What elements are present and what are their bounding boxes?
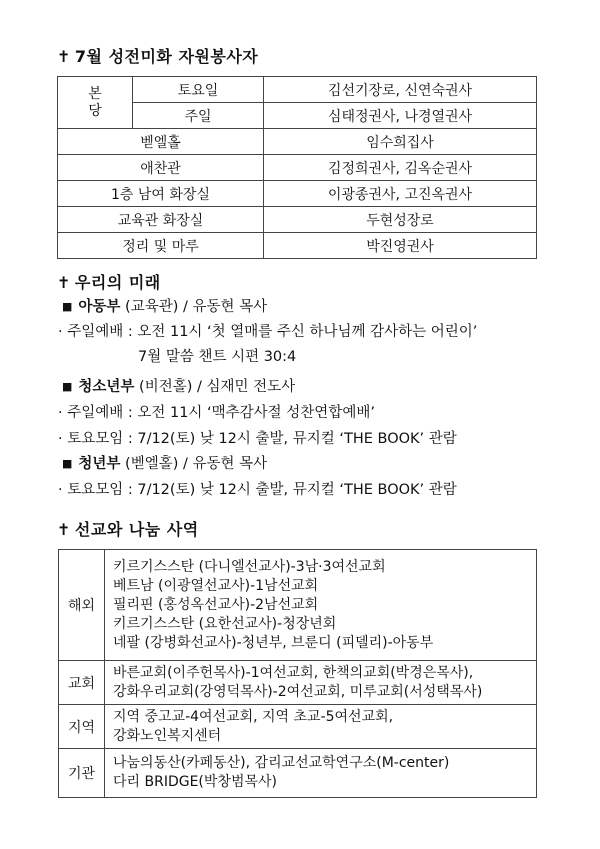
table-row [59, 550, 537, 661]
mission-table [58, 549, 537, 798]
cross-icon: ✝ [57, 47, 71, 66]
square-bullet-icon: ■ [62, 300, 73, 313]
sunday-label: 주일 [133, 103, 264, 129]
children-dept-detail: (교육관) / 유동현 목사 [120, 299, 268, 315]
saturday-names: 김선기장로, 신연숙권사 [264, 77, 537, 103]
main-hall-label-2: 당 [88, 102, 102, 119]
table-row [58, 233, 537, 259]
mission-entry: 강화노인복지센터 [113, 727, 222, 744]
mission-entry: 네팔 (강병화선교사)-청년부, 브룬디 (피델리)-아동부 [113, 634, 434, 651]
mission-entry: 필리핀 (홍성옥선교사)-2남선교회 [113, 596, 319, 613]
mission-category: 지역 [59, 705, 105, 749]
mission-title-text: 선교와 나눔 사역 [74, 520, 199, 539]
place-cell: 정리 및 마루 [58, 233, 264, 259]
place-cell: 1층 남여 화장실 [58, 181, 264, 207]
mission-entry: 키르기스스탄 (요한선교사)-청장년회 [113, 615, 337, 632]
table-row [58, 129, 537, 155]
table-row [58, 77, 537, 103]
place-cell: 애찬관 [58, 155, 264, 181]
mission-entry: 강화우리교회(강영덕목사)-2여선교회, 미루교회(서성택목사) [113, 683, 483, 700]
place-cell: 교육관 화장실 [58, 207, 264, 233]
table-row [58, 207, 537, 233]
names-cell: 두현성장로 [264, 207, 537, 233]
future-title-text: 우리의 미래 [74, 273, 161, 292]
names-cell: 박진영권사 [264, 233, 537, 259]
mission-entries [105, 705, 537, 749]
future-section-title [57, 270, 161, 293]
young-adults-saturday-line: · 토요모임 : 7/12(토) 낮 12시 출발, 뮤지컬 ‘THE BOOK’ 관람 [58, 482, 457, 498]
main-hall-cell [58, 77, 133, 129]
mission-category: 기관 [59, 749, 105, 798]
mission-entry: 키르기스스탄 (다니엘선교사)-3남·3여선교회 [113, 558, 386, 575]
mission-section-title [57, 517, 199, 540]
cross-icon: ✝ [57, 520, 71, 539]
volunteers-title-text: 7월 성전미화 자원봉사자 [74, 47, 259, 66]
table-row [58, 181, 537, 207]
youth-dept-heading [62, 378, 295, 396]
young-adults-dept-heading [62, 455, 267, 473]
cross-icon: ✝ [57, 273, 71, 292]
mission-category: 교회 [59, 661, 105, 705]
volunteers-section-title [57, 44, 258, 67]
table-row [59, 705, 537, 749]
mission-entry: 바른교회(이주헌목사)-1여선교회, 한책의교회(박경은목사), [113, 664, 474, 681]
mission-entry: 나눔의동산(카페동산), 감리교선교학연구소(M-center) [113, 755, 450, 771]
mission-entry: 다리 BRIDGE(박창범목사) [113, 774, 277, 790]
mission-entries [105, 661, 537, 705]
main-hall-label-1: 본 [88, 85, 102, 102]
mission-category: 해외 [59, 550, 105, 661]
youth-worship-line: · 주일예배 : 오전 11시 ‘맥추감사절 성찬연합예배’ [58, 405, 375, 421]
table-row [59, 661, 537, 705]
volunteers-table [57, 76, 537, 259]
square-bullet-icon: ■ [62, 457, 73, 470]
mission-entries [105, 749, 537, 798]
names-cell: 김정희권사, 김옥순권사 [264, 155, 537, 181]
mission-entries [105, 550, 537, 661]
young-adults-dept-detail: (벧엘홀) / 유동현 목사 [120, 456, 268, 472]
youth-dept-detail: (비전홀) / 심재민 전도사 [134, 379, 296, 395]
children-dept-heading [62, 298, 267, 316]
square-bullet-icon: ■ [62, 380, 73, 393]
children-dept-name: 아동부 [78, 299, 121, 315]
place-cell: 벧엘홀 [58, 129, 264, 155]
names-cell: 이광종권사, 고진옥권사 [264, 181, 537, 207]
sunday-names: 심태정권사, 나경열권사 [264, 103, 537, 129]
mission-entry: 지역 중고교-4여선교회, 지역 초교-5여선교회, [113, 708, 394, 725]
mission-entry: 베트남 (이광열선교사)-1남선교회 [113, 577, 319, 594]
youth-saturday-line: · 토요모임 : 7/12(토) 낮 12시 출발, 뮤지컬 ‘THE BOOK’ 관람 [58, 431, 457, 447]
children-chant-line: 7월 말씀 챈트 시편 30:4 [138, 349, 297, 365]
youth-dept-name: 청소년부 [78, 379, 135, 395]
young-adults-dept-name: 청년부 [78, 456, 121, 472]
table-row [58, 155, 537, 181]
table-row [59, 749, 537, 798]
children-worship-line: · 주일예배 : 오전 11시 ‘첫 열매를 주신 하나님께 감사하는 어린이’ [58, 324, 478, 340]
saturday-label: 토요일 [133, 77, 264, 103]
names-cell: 임수희집사 [264, 129, 537, 155]
